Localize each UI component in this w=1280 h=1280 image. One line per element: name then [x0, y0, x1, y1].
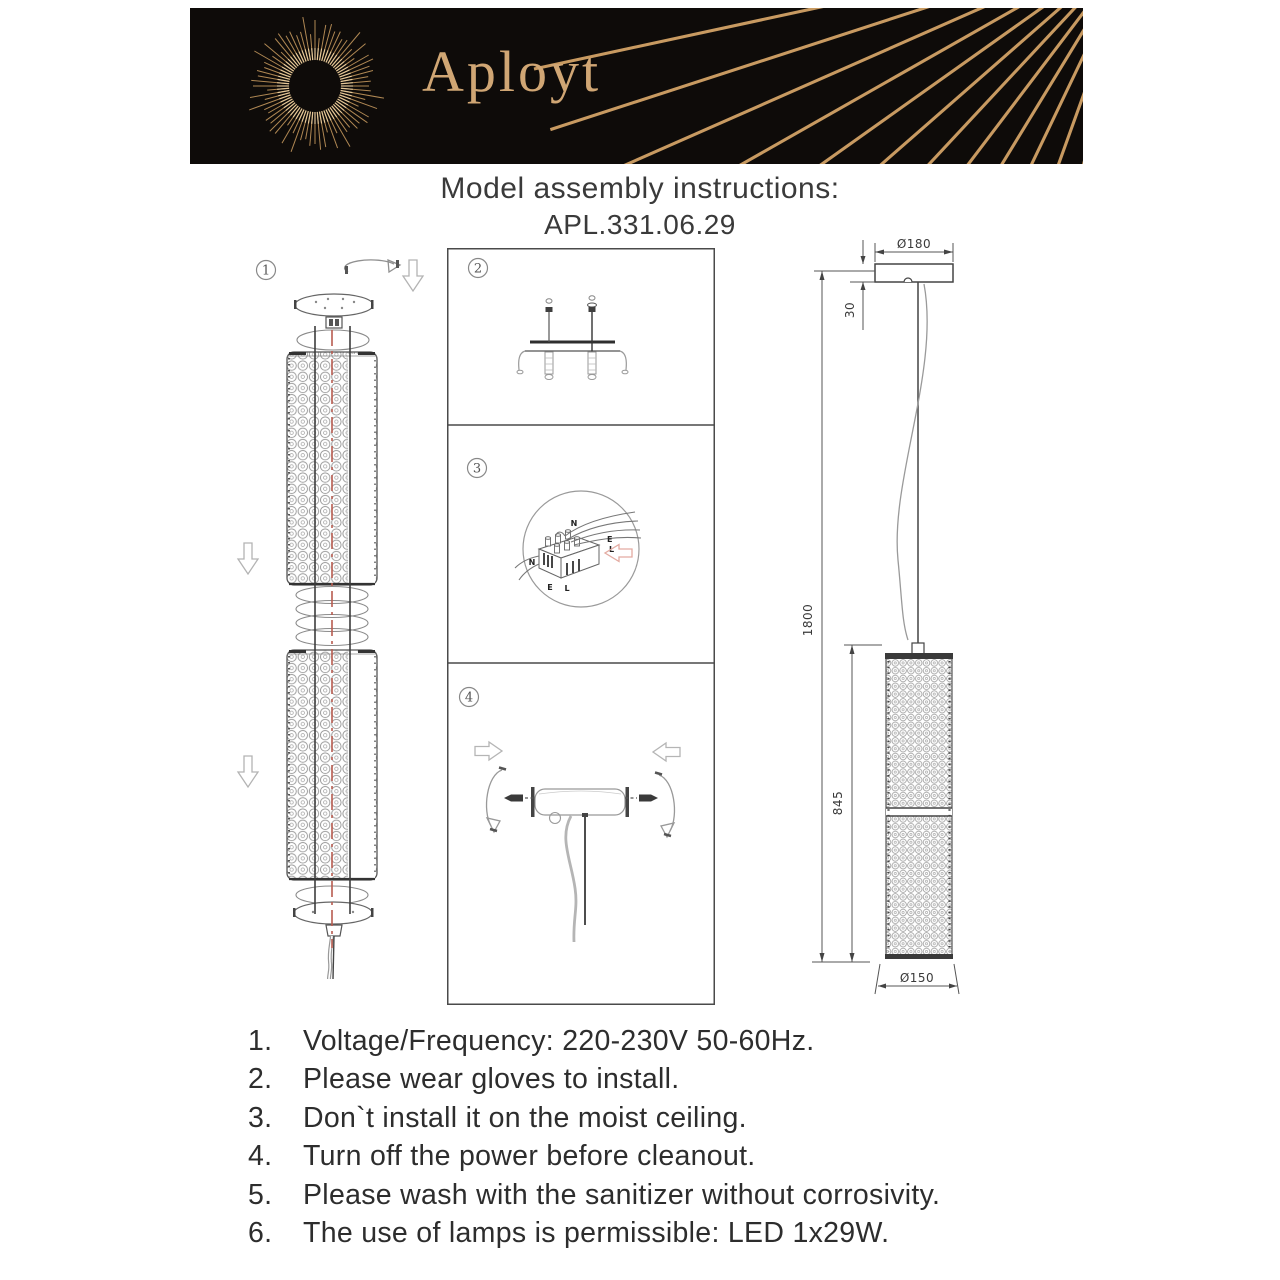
- canopy-side-view: [875, 264, 953, 282]
- dimension-drawing: [790, 230, 1030, 1030]
- wire-label-l: L: [609, 545, 615, 554]
- brand-banner: [190, 8, 1083, 164]
- ring: [297, 330, 369, 350]
- wire-label-n: N: [570, 519, 578, 528]
- rotate-arrow-icon: [345, 260, 400, 274]
- mounting-screw: [545, 299, 553, 380]
- item-text: Voltage/Frequency: 220-230V 50-60Hz.: [303, 1024, 815, 1057]
- instruction-list: [248, 1022, 940, 1253]
- instruction-item: [248, 1099, 940, 1138]
- down-arrow-icon: [238, 543, 258, 574]
- down-arrow-icon: [238, 756, 258, 787]
- mounting-screw: [588, 296, 597, 380]
- right-arrow-icon: [475, 742, 502, 760]
- item-text: Please wash with the sanitizer without corrosivity.: [303, 1178, 941, 1211]
- banner-art: [190, 8, 1083, 164]
- model-code: APL.331.06.29: [544, 209, 736, 240]
- steps-2-3-4-panel: [447, 248, 715, 1005]
- canopy-disc: [294, 294, 374, 316]
- instruction-item: [248, 1215, 940, 1254]
- step1-badge: [257, 261, 276, 280]
- item-number: 4.: [248, 1140, 273, 1173]
- step4-canopy-screws-drawing: [460, 688, 681, 943]
- cord-connector: [326, 317, 342, 328]
- bottom-disc: [293, 902, 374, 924]
- item-text: The use of lamps is permissible: LED 1x29W.: [303, 1217, 890, 1250]
- wire-label-l: L: [564, 584, 570, 593]
- item-text: Don`t install it on the moist ceiling.: [303, 1101, 747, 1134]
- rotate-arc-icon: [655, 773, 674, 838]
- instruction-item: [248, 1138, 940, 1177]
- instruction-item: [248, 1061, 940, 1100]
- page-title: Model assembly instructions:: [440, 172, 840, 205]
- set-screw: [625, 795, 658, 802]
- wire-label-n: N: [528, 558, 536, 567]
- dim-canopy-height: 30: [843, 301, 857, 319]
- item-text: Please wear gloves to install.: [303, 1063, 680, 1096]
- down-arrow-icon: [403, 260, 423, 291]
- brand-wordmark: Aployt: [422, 39, 602, 104]
- item-number: 5.: [248, 1178, 273, 1211]
- power-cable: [897, 284, 927, 640]
- instruction-item: [248, 1022, 940, 1061]
- sunburst-logo-icon: [249, 17, 384, 152]
- dim-overall-height-lines: [812, 271, 875, 962]
- dim-shade-diameter: Ø150: [899, 971, 935, 985]
- dim-shade-height-lines: [844, 645, 882, 962]
- item-number: 6.: [248, 1217, 273, 1250]
- step3-number: 3: [472, 461, 482, 477]
- dim-overall-height: 1800: [801, 603, 815, 637]
- title-block: [0, 172, 1280, 241]
- item-text: Turn off the power before cleanout.: [303, 1140, 756, 1173]
- item-number: 1.: [248, 1024, 273, 1057]
- step2-number: 2: [473, 261, 483, 277]
- wire-label-e: E: [607, 535, 613, 544]
- canopy-body: [531, 787, 629, 942]
- set-screw: [504, 795, 535, 802]
- item-number: 3.: [248, 1101, 273, 1134]
- cable-grip: [904, 278, 912, 282]
- decorative-rays: [534, 8, 1083, 164]
- wire-label-e: E: [547, 583, 553, 592]
- step1-exploded-view-drawing: [230, 248, 447, 1012]
- instruction-item: [248, 1176, 940, 1215]
- step2-ceiling-bracket-drawing: [469, 259, 629, 380]
- rotate-arc-icon: [487, 768, 506, 833]
- item-number: 2.: [248, 1063, 273, 1096]
- step3-wiring-drawing: [468, 459, 642, 608]
- dim-shade-height: 845: [831, 790, 845, 816]
- dim-canopy-diameter: Ø180: [896, 237, 932, 251]
- shade-side-view: [885, 643, 953, 959]
- step1-number: 1: [261, 263, 271, 279]
- bottom-connector-and-wire: [326, 925, 342, 979]
- left-arrow-icon: [653, 743, 680, 761]
- step4-number: 4: [464, 690, 474, 706]
